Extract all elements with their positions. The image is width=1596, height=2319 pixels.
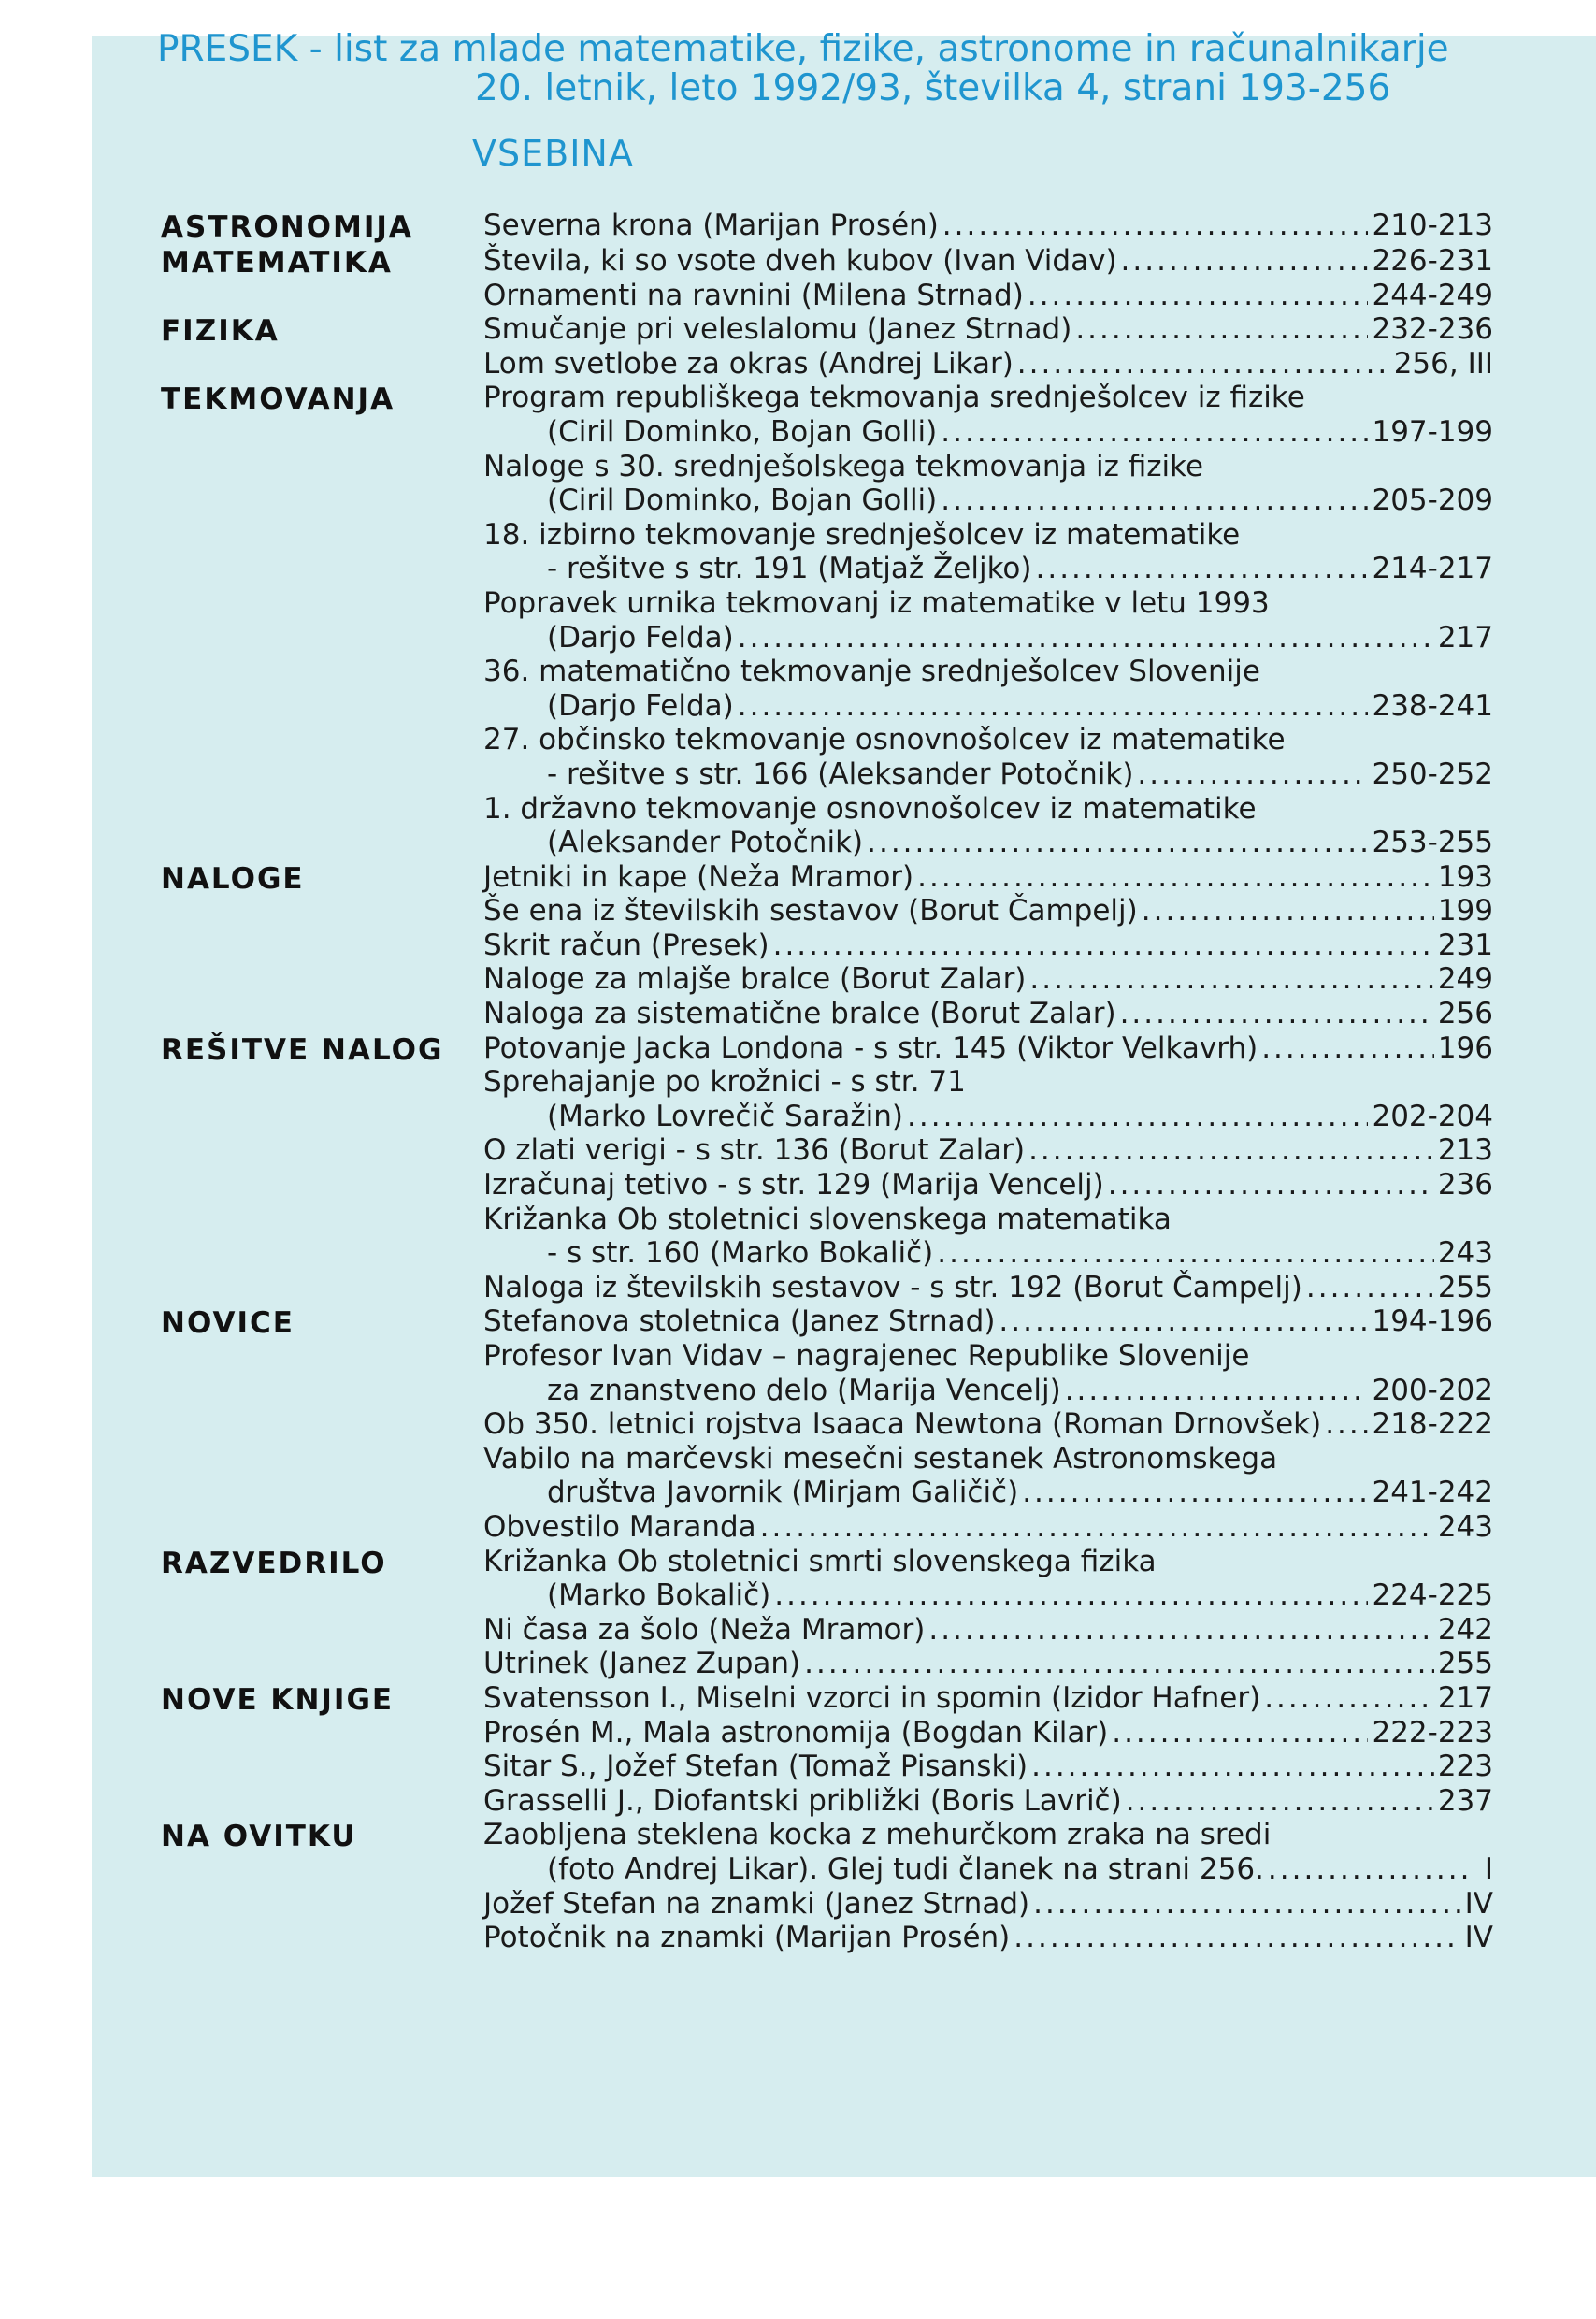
entry-row xyxy=(483,1271,1493,1305)
entry-title: Ni časa za šolo (Neža Mramor) xyxy=(483,1612,926,1647)
header-line-2: 20. letnik, leto 1992/93, številka 4, strani 193-256 xyxy=(475,67,1391,109)
entry-title-line: Zaobljena steklena kocka z mehurčkom zraka na sredi xyxy=(483,1818,1272,1852)
entry-row xyxy=(483,1304,1493,1339)
entry-page-number: 222-223 xyxy=(1372,1715,1493,1750)
entry-title-line: Popravek urnika tekmovanj iz matematike v letu 1993 xyxy=(483,585,1270,620)
dot-leader xyxy=(1120,997,1434,1031)
dot-leader xyxy=(907,1100,1368,1134)
entry-title: (Ciril Dominko, Bojan Golli) xyxy=(547,483,938,518)
toc-entry xyxy=(483,655,1493,723)
entry-title: (Darjo Felda) xyxy=(547,620,734,655)
entry-row xyxy=(483,279,1493,313)
entry-title: Prosén M., Mala astronomija (Bogdan Kilar) xyxy=(483,1715,1109,1750)
toc-entry xyxy=(483,929,1493,963)
dot-leader xyxy=(1268,1852,1471,1887)
entry-page-number: 237 xyxy=(1437,1783,1493,1818)
entry-page-number: 243 xyxy=(1437,1509,1493,1544)
entry-row xyxy=(483,312,1493,347)
entry-title-line: Sprehajanje po krožnici - s str. 71 xyxy=(483,1065,966,1100)
entry-row xyxy=(483,347,1493,382)
entry-title: - rešitve s str. 191 (Matjaž Željko) xyxy=(547,552,1032,586)
toc-section xyxy=(161,381,1493,859)
section-title: NOVE KNJIGE xyxy=(161,1682,395,1717)
toc-entry xyxy=(483,860,1493,895)
toc-entry xyxy=(483,997,1493,1031)
entry-title-line: Program republiškega tekmovanja srednješolcev iz fizike xyxy=(483,381,1305,415)
entry-row xyxy=(483,1750,1493,1784)
dot-leader xyxy=(1014,1921,1460,1955)
entry-page-number: 193 xyxy=(1437,859,1493,894)
dot-leader xyxy=(760,1510,1434,1545)
section-entries xyxy=(483,1545,1493,1681)
toc-entry xyxy=(483,894,1493,929)
entry-row xyxy=(483,1921,1493,1955)
entry-row xyxy=(483,1784,1493,1819)
dot-leader xyxy=(1306,1271,1434,1305)
dot-leader xyxy=(1126,1784,1434,1819)
dot-leader xyxy=(917,860,1434,895)
dot-leader xyxy=(1112,1716,1368,1750)
entry-title: - rešitve s str. 166 (Aleksander Potočnik) xyxy=(547,756,1134,791)
dot-leader xyxy=(1035,552,1368,586)
entry-page-number: 202-204 xyxy=(1372,1099,1493,1133)
toc-entry xyxy=(483,450,1493,518)
entry-row xyxy=(483,1681,1493,1716)
toc-entry xyxy=(483,1031,1493,1066)
entry-title: za znanstveno delo (Marija Vencelj) xyxy=(547,1373,1061,1407)
toc-section xyxy=(161,1545,1493,1681)
toc-entry xyxy=(483,1545,1493,1613)
entry-row xyxy=(483,1647,1493,1681)
entry-row xyxy=(483,826,1493,860)
entry-title: Grasselli J., Diofantski približki (Boris Lavrič) xyxy=(483,1783,1122,1818)
dot-leader xyxy=(773,929,1434,963)
section-entries xyxy=(483,1681,1493,1818)
entry-title: Lom svetlobe za okras (Andrej Likar) xyxy=(483,346,1014,381)
toc-entry xyxy=(483,1407,1493,1442)
dot-leader xyxy=(1325,1407,1368,1442)
entry-title-line: Križanka Ob stoletnici smrti slovenskega fizika xyxy=(483,1544,1157,1578)
section-title: MATEMATIKA xyxy=(161,246,393,280)
entry-title: Skrit račun (Presek) xyxy=(483,928,769,962)
toc-entry xyxy=(483,1065,1493,1133)
entry-row xyxy=(483,1510,1493,1545)
toc-section xyxy=(161,1304,1493,1544)
entry-title: Naloga za sistematične bralce (Borut Zalar) xyxy=(483,997,1116,1031)
entry-title: Potočnik na znamki (Marijan Prosén) xyxy=(483,1921,1011,1955)
header-line-1: PRESEK - list za mlade matematike, fizike, astronome in računalnikarje xyxy=(157,28,1449,70)
entry-title: društva Javornik (Mirjam Galičič) xyxy=(547,1476,1019,1510)
dot-leader xyxy=(867,826,1368,860)
entry-page-number: 224-225 xyxy=(1372,1578,1493,1613)
entry-page-number: 226-231 xyxy=(1372,244,1493,278)
toc-entry xyxy=(483,312,1493,347)
entry-page-number: 242 xyxy=(1437,1612,1493,1647)
toc-entry xyxy=(483,1442,1493,1510)
toc-entry xyxy=(483,209,1493,243)
dot-leader xyxy=(1031,1750,1434,1784)
entry-title: Obvestilo Maranda xyxy=(483,1509,756,1544)
entry-row xyxy=(483,894,1493,929)
dot-leader xyxy=(1261,1031,1434,1066)
entry-title-line: 27. občinsko tekmovanje osnovnošolcev iz matematike xyxy=(483,723,1286,757)
entry-page-number: 200-202 xyxy=(1372,1373,1493,1407)
entry-page-number: 196 xyxy=(1437,1030,1493,1065)
entry-page-number: 231 xyxy=(1437,928,1493,962)
entry-title-line: Križanka Ob stoletnici slovenskega matematika xyxy=(483,1202,1172,1236)
section-title: NALOGE xyxy=(161,861,305,896)
entry-row xyxy=(483,1236,1493,1271)
toc-entry xyxy=(483,792,1493,860)
dot-leader xyxy=(1017,347,1390,382)
entry-page-number: 210-213 xyxy=(1372,209,1493,242)
entry-title: O zlati verigi - s str. 136 (Borut Zalar) xyxy=(483,1133,1026,1168)
dot-leader xyxy=(738,621,1434,655)
entry-page-number: 255 xyxy=(1437,1270,1493,1304)
entry-page-number: 197-199 xyxy=(1372,414,1493,449)
entry-row xyxy=(483,1031,1493,1066)
section-entries xyxy=(483,1304,1493,1544)
dot-leader xyxy=(1121,244,1369,279)
toc-entry xyxy=(483,1647,1493,1681)
section-entries xyxy=(483,244,1493,312)
dot-leader xyxy=(942,209,1369,243)
toc-entry xyxy=(483,518,1493,586)
section-entries xyxy=(483,381,1493,859)
entry-row xyxy=(483,1407,1493,1442)
table-of-contents xyxy=(161,209,1493,1955)
entry-row xyxy=(483,1168,1493,1203)
dot-leader xyxy=(941,483,1368,518)
toc-section xyxy=(161,1031,1493,1305)
dot-leader xyxy=(1075,312,1368,347)
toc-entry xyxy=(483,1681,1493,1716)
dot-leader xyxy=(1029,962,1433,997)
entry-title: Svatensson I., Miselni vzorci in spomin (Izidor Hafner) xyxy=(483,1680,1261,1715)
entry-row xyxy=(483,209,1493,243)
section-title: RAZVEDRILO xyxy=(161,1546,387,1580)
entry-title: Jožef Stefan na znamki (Janez Strnad) xyxy=(483,1886,1030,1921)
entry-row xyxy=(483,244,1493,279)
toc-entry xyxy=(483,381,1493,449)
entry-row xyxy=(483,997,1493,1031)
entry-row xyxy=(483,1578,1493,1613)
entry-title: Potovanje Jacka Londona - s str. 145 (Viktor Velkavrh) xyxy=(483,1030,1258,1065)
entry-page-number: IV xyxy=(1464,1886,1493,1921)
entry-page-number: 217 xyxy=(1437,620,1493,655)
toc-entry xyxy=(483,347,1493,382)
entry-page-number: 250-252 xyxy=(1372,756,1493,791)
dot-leader xyxy=(1137,757,1368,792)
entry-title: Stefanova stoletnica (Janez Strnad) xyxy=(483,1304,996,1339)
entry-title: Ornamenti na ravnini (Milena Strnad) xyxy=(483,278,1024,312)
toc-section xyxy=(161,244,1493,312)
entry-title: Naloge za mlajše bralce (Borut Zalar) xyxy=(483,962,1027,997)
section-title: NA OVITKU xyxy=(161,1820,357,1854)
toc-entry xyxy=(483,723,1493,791)
entry-title: Izračunaj tetivo - s str. 129 (Marija Vencelj) xyxy=(483,1168,1104,1203)
dot-leader xyxy=(804,1647,1434,1681)
entry-row xyxy=(483,415,1493,450)
entry-row xyxy=(483,1613,1493,1648)
entry-row xyxy=(483,1476,1493,1510)
entry-title: (Darjo Felda) xyxy=(547,688,734,723)
entry-row xyxy=(483,689,1493,724)
section-title: FIZIKA xyxy=(161,314,280,349)
entry-row xyxy=(483,621,1493,655)
dot-leader xyxy=(928,1613,1433,1648)
entry-title-line: Naloge s 30. srednješolskega tekmovanja iz fizike xyxy=(483,449,1204,483)
entry-page-number: 214-217 xyxy=(1372,552,1493,586)
entry-row xyxy=(483,757,1493,792)
toc-entry xyxy=(483,962,1493,997)
entry-page-number: 256 xyxy=(1437,997,1493,1031)
entry-page-number: I xyxy=(1484,1851,1493,1886)
entry-title-line: 1. državno tekmovanje osnovnošolcev iz matematike xyxy=(483,791,1257,826)
dot-leader xyxy=(1028,1133,1434,1168)
toc-entry xyxy=(483,1304,1493,1339)
entry-title: (foto Andrej Likar). Glej tudi članek na strani 256. xyxy=(547,1851,1264,1886)
toc-section xyxy=(161,1681,1493,1818)
toc-section xyxy=(161,209,1493,244)
section-title: REŠITVE NALOG xyxy=(161,1032,444,1067)
entry-page-number: 205-209 xyxy=(1372,483,1493,518)
toc-entry xyxy=(483,1784,1493,1819)
entry-page-number: 223 xyxy=(1437,1750,1493,1784)
toc-entry xyxy=(483,1168,1493,1203)
section-title: NOVICE xyxy=(161,1306,295,1341)
entry-title: - s str. 160 (Marko Bokalič) xyxy=(547,1236,934,1271)
dot-leader xyxy=(774,1578,1368,1613)
toc-entry xyxy=(483,279,1493,313)
entry-row xyxy=(483,962,1493,997)
dot-leader xyxy=(1033,1887,1461,1922)
dot-leader xyxy=(1264,1681,1434,1716)
section-entries xyxy=(483,1818,1493,1954)
entry-page-number: 238-241 xyxy=(1372,688,1493,723)
toc-entry xyxy=(483,1921,1493,1955)
entry-page-number: 249 xyxy=(1437,962,1493,997)
entry-row xyxy=(483,552,1493,586)
entry-page-number: 194-196 xyxy=(1372,1304,1493,1339)
entry-title: (Aleksander Potočnik) xyxy=(547,826,864,860)
entry-title: Naloga iz številskih sestavov - s str. 192 (Borut Čampelj) xyxy=(483,1270,1302,1304)
entry-page-number: 253-255 xyxy=(1372,826,1493,860)
entry-row xyxy=(483,1100,1493,1134)
entry-title-line: Vabilo na marčevski mesečni sestanek Astronomskega xyxy=(483,1441,1278,1476)
toc-entry xyxy=(483,1818,1493,1886)
toc-section xyxy=(161,860,1493,1031)
entry-row xyxy=(483,483,1493,518)
toc-entry xyxy=(483,1887,1493,1922)
entry-page-number: 256, III xyxy=(1393,346,1493,381)
section-title: ASTRONOMIJA xyxy=(161,210,413,244)
entry-page-number: 241-242 xyxy=(1372,1476,1493,1510)
dot-leader xyxy=(1108,1168,1434,1203)
entry-row xyxy=(483,1716,1493,1750)
toc-entry xyxy=(483,1510,1493,1545)
toc-entry xyxy=(483,1339,1493,1407)
toc-entry xyxy=(483,1133,1493,1168)
entry-page-number: 232-236 xyxy=(1372,312,1493,347)
entry-page-number: 217 xyxy=(1437,1680,1493,1715)
entry-title: (Ciril Dominko, Bojan Golli) xyxy=(547,414,938,449)
toc-entry xyxy=(483,1750,1493,1784)
entry-title: Severna krona (Marijan Prosén) xyxy=(483,209,939,242)
entry-page-number: 244-249 xyxy=(1372,278,1493,312)
section-entries xyxy=(483,1031,1493,1305)
dot-leader xyxy=(1028,279,1369,313)
entry-row xyxy=(483,1887,1493,1922)
entry-row xyxy=(483,929,1493,963)
dot-leader xyxy=(941,415,1368,450)
entry-row xyxy=(483,1133,1493,1168)
entry-page-number: 218-222 xyxy=(1372,1407,1493,1442)
page-title: VSEBINA xyxy=(472,133,634,174)
entry-title: Števila, ki so vsote dveh kubov (Ivan Vidav) xyxy=(483,244,1117,278)
entry-title: (Marko Lovrečič Saražin) xyxy=(547,1099,904,1133)
entry-title: Utrinek (Janez Zupan) xyxy=(483,1647,801,1681)
toc-section xyxy=(161,312,1493,381)
entry-row xyxy=(483,1852,1493,1887)
entry-row xyxy=(483,860,1493,895)
dot-leader xyxy=(937,1236,1434,1271)
entry-title: Še ena iz številskih sestavov (Borut Čampelj) xyxy=(483,894,1138,929)
toc-entry xyxy=(483,1613,1493,1648)
entry-page-number: 243 xyxy=(1437,1236,1493,1271)
dot-leader xyxy=(738,689,1369,724)
toc-section xyxy=(161,1818,1493,1954)
toc-entry xyxy=(483,1203,1493,1271)
section-entries xyxy=(483,312,1493,381)
entry-title: Smučanje pri veleslalomu (Janez Strnad) xyxy=(483,312,1072,347)
entry-title-line: 18. izbirno tekmovanje srednješolcev iz matematike xyxy=(483,517,1241,552)
toc-entry xyxy=(483,586,1493,655)
toc-entry xyxy=(483,244,1493,279)
entry-title: Ob 350. letnici rojstva Isaaca Newtona (Roman Drnovšek) xyxy=(483,1407,1322,1442)
dot-leader xyxy=(1142,894,1434,929)
entry-title: Sitar S., Jožef Stefan (Tomaž Pisanski) xyxy=(483,1750,1028,1784)
entry-page-number: 236 xyxy=(1437,1168,1493,1203)
dot-leader xyxy=(1065,1374,1369,1408)
section-title: TEKMOVANJA xyxy=(161,382,395,417)
toc-entry xyxy=(483,1716,1493,1750)
entry-row xyxy=(483,1374,1493,1408)
journal-header xyxy=(157,30,1489,108)
section-entries xyxy=(483,860,1493,1031)
entry-page-number: IV xyxy=(1464,1921,1493,1955)
entry-title: Jetniki in kape (Neža Mramor) xyxy=(483,859,914,894)
toc-entry xyxy=(483,1271,1493,1305)
section-entries xyxy=(483,209,1493,244)
entry-title-line: 36. matematično tekmovanje srednješolcev Slovenije xyxy=(483,655,1260,689)
dot-leader xyxy=(1022,1476,1368,1510)
entry-page-number: 255 xyxy=(1437,1647,1493,1681)
entry-page-number: 199 xyxy=(1437,894,1493,929)
entry-title-line: Profesor Ivan Vidav – nagrajenec Republike Slovenije xyxy=(483,1339,1250,1373)
entry-page-number: 213 xyxy=(1437,1133,1493,1168)
entry-title: (Marko Bokalič) xyxy=(547,1578,771,1613)
dot-leader xyxy=(999,1304,1368,1339)
